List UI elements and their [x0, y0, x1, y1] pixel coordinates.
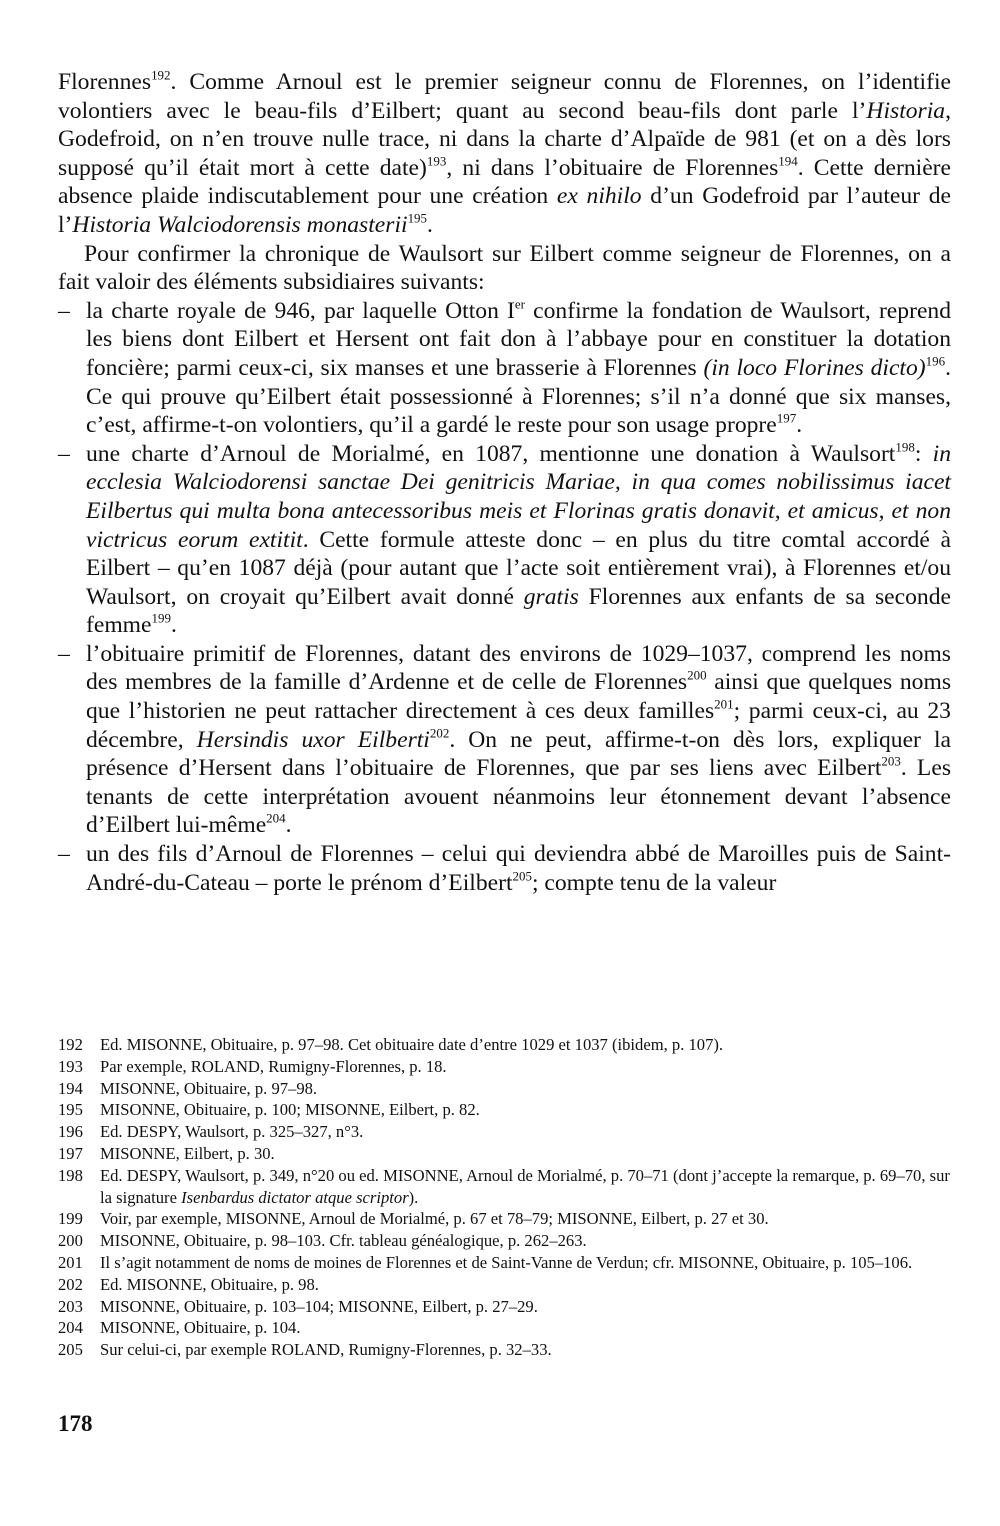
footnote-text: MISONNE, Obituaire, p. 98–103. Cfr. tableau généalogique, p. 262–263.	[100, 1231, 587, 1251]
page-number: 178	[58, 1411, 93, 1436]
footnote-ref: 196	[925, 353, 946, 369]
dash-bullet: –	[58, 440, 70, 467]
footnotes	[58, 1034, 951, 1361]
text-run: ainsi que quelques noms que l’historien ne peut rattacher directement à ces deux familles	[86, 669, 951, 725]
text-run: , ni dans l’obituaire de Florennes	[446, 154, 779, 181]
text-run: . Ce qui prouve qu’Eilbert était possessionné à Florennes; s’il n’a donné que six manses, c’est, affirme-t-on volontiers, qu’il a gardé le reste pour son usage propre	[86, 354, 951, 439]
footnote-ref: 193	[426, 153, 447, 169]
italic-run: Hersindis uxor Eilberti	[196, 726, 430, 753]
footnote-number: 205	[58, 1340, 83, 1360]
text-run: .	[427, 211, 433, 238]
footnote	[58, 1274, 951, 1296]
italic-run: Historia	[866, 97, 946, 124]
footnote	[58, 1165, 951, 1209]
italic-run: Historia Walciodorensis monasterii	[72, 211, 408, 238]
list-item	[58, 640, 951, 840]
main-text	[58, 68, 951, 897]
footnote-number: 194	[58, 1078, 83, 1098]
footnote	[58, 1339, 951, 1361]
footnote-text: Ed. MISONNE, Obituaire, p. 97–98. Cet obituaire date d’entre 1029 et 1037 (ibidem, p. 107).	[100, 1035, 724, 1054]
footnote-text: MISONNE, Obituaire, p. 104.	[100, 1318, 301, 1338]
footnote-number: 203	[58, 1296, 83, 1316]
footnote	[58, 1252, 951, 1274]
footnote-text: Sur celui-ci, par exemple ROLAND, Rumigny-Florennes, p. 32–33.	[100, 1340, 552, 1360]
text-run: un des fils d’Arnoul de Florennes – celui qui deviendra abbé de Maroilles puis de Saint-André-du-Cateau – porte le prénom d’Eilbert	[86, 841, 951, 896]
text-run: l’obituaire primitif de Florennes, datant des environs de 1029–1037, comprend les noms des membres de la famille d’Ardenne et de celle de Florennes	[86, 640, 951, 696]
footnote-ref: 194	[778, 153, 798, 169]
footnote-number: 197	[58, 1143, 83, 1163]
footnote-number: 195	[58, 1100, 83, 1120]
text-run: la charte royale de 946, par laquelle Otton I	[86, 297, 515, 324]
footnote-ref: 200	[687, 667, 707, 683]
italic-run: ex nihilo	[556, 183, 642, 210]
footnote	[58, 1034, 951, 1056]
footnote-number: 202	[58, 1274, 83, 1294]
footnote-text: ).	[408, 1187, 419, 1207]
superscript: er	[514, 296, 525, 312]
footnote-ref: 199	[151, 610, 171, 626]
footnote-text: Voir, par exemple, MISONNE, Arnoul de Morialmé, p. 67 et 78–79; MISONNE, Eilbert, p. 27 et 30.	[100, 1209, 769, 1229]
footnote-number: 204	[58, 1318, 83, 1338]
text-run: . On ne peut, affirme-t-on dès lors, expliquer la présence d’Hersent dans l’obituaire de Florennes, que par ses liens avec Eilbert	[86, 726, 951, 782]
footnote-text: Ed. DESPY, Waulsort, p. 349, n°20 ou ed. MISONNE, Arnoul de Morialmé, p. 70–71 (dont j’accepte la remarque, p. 69–70, sur la signature	[100, 1165, 950, 1207]
text-run: ; compte tenu de la valeur	[531, 869, 777, 896]
footnote	[58, 1317, 951, 1339]
text-run: .	[170, 612, 177, 639]
text-run: , Godefroid, on n’en trouve nulle trace, ni dans la charte d’Alpaïde de 981 (et on a dès lors supposé qu’il était mort à cette date)	[58, 97, 951, 181]
footnote-number: 199	[58, 1209, 83, 1229]
text-run: d’un Godefroid par l’auteur de l’	[58, 183, 951, 238]
footnote-number: 201	[58, 1252, 83, 1272]
text-run: confirme la fondation de Waulsort, reprend les biens dont Eilbert et Hersent ont fait don à l’abbaye pour en constituer la dotation foncière; parmi ceux-ci, six manses et une brasserie à Florennes	[86, 297, 952, 381]
italic-run: (in loco Florines dicto)	[703, 354, 926, 381]
text-run: .	[285, 812, 292, 839]
text-run: une charte d’Arnoul de Morialmé, en 1087, mentionne une donation à Waulsort	[86, 440, 896, 467]
footnote-ref: 195	[407, 210, 428, 226]
footnote-ref: 205	[512, 867, 532, 883]
footnote	[58, 1099, 951, 1121]
text-run: ; parmi ceux-ci, au 23 décembre,	[86, 698, 951, 753]
text-run: :	[914, 440, 933, 467]
footnote	[58, 1208, 951, 1230]
footnote-ref: 204	[266, 810, 286, 826]
paragraph-2: Pour confirmer la chronique de Waulsort sur Eilbert comme seigneur de Florennes, on a fait valoir des éléments subsidiaires suivants:	[58, 240, 951, 296]
footnote-number: 198	[58, 1165, 83, 1185]
text-run: . Cette dernière absence plaide indiscutablement pour une création	[58, 154, 951, 210]
paragraph-1	[58, 68, 951, 240]
list-item	[58, 840, 951, 897]
footnote-text: MISONNE, Obituaire, p. 103–104; MISONNE, Eilbert, p. 27–29.	[100, 1296, 538, 1316]
footnote	[58, 1143, 951, 1165]
footnote-ref: 202	[429, 724, 450, 740]
footnote-ref: 197	[776, 410, 797, 426]
footnote	[58, 1121, 951, 1143]
footnote-text: Ed. DESPY, Waulsort, p. 325–327, n°3.	[100, 1122, 364, 1142]
text-run: . Cette formule atteste donc – en plus du titre comtal accordé à Eilbert – qu’en 1087 déjà (pour autant que l’acte soit entièrement vrai), à Florennes et/ou Waulsort, on croyait qu’Eilbert avait donné	[86, 526, 951, 610]
footnote-ref: 198	[895, 438, 915, 454]
footnote	[58, 1230, 951, 1252]
dash-bullet: –	[58, 841, 70, 868]
footnote-ref: 201	[714, 696, 734, 712]
footnote-text: Ed. MISONNE, Obituaire, p. 98.	[100, 1274, 319, 1294]
footnote-number: 196	[58, 1122, 83, 1142]
footnote-number: 192	[58, 1035, 83, 1054]
footnote-number: 200	[58, 1231, 83, 1251]
text-run: Florennes	[58, 69, 152, 95]
latin-quotation: in ecclesia Walciodorensi sanctae Dei genitricis Mariae, in qua comes nobilissimus iacet Eilbertus qui multa bona antecessoribus meis et Florinas gratis donavit, et amicus, et non victricus eorum extitit	[86, 440, 951, 553]
footnote-text: Il s’agit notamment de noms de moines de Florennes et de Saint-Vanne de Verdun; cfr. MISONNE, Obituaire, p. 105–106.	[100, 1252, 913, 1272]
footnote	[58, 1056, 951, 1078]
footnote	[58, 1078, 951, 1100]
footnote-ref: 203	[881, 753, 901, 769]
footnote-ref: 192	[151, 67, 171, 83]
footnote-text: Par exemple, ROLAND, Rumigny-Florennes, p. 18.	[100, 1056, 447, 1076]
list-item	[58, 440, 951, 640]
list-item	[58, 297, 951, 440]
text-run: .	[796, 412, 803, 439]
text-run: . Comme Arnoul est le premier seigneur connu de Florennes, on l’identifie volontiers avec le beau-fils d’Eilbert; quant au second beau-fils dont parle l’	[58, 69, 951, 124]
footnote-italic: Isenbardus dictator atque scriptor	[181, 1187, 409, 1207]
text-run: . Les tenants de cette interprétation avouent néanmoins leur étonnement devant l’absence d’Eilbert lui-même	[86, 755, 951, 839]
italic-run: gratis	[523, 583, 579, 610]
footnote-text: MISONNE, Obituaire, p. 100; MISONNE, Eilbert, p. 82.	[100, 1100, 480, 1120]
dash-bullet: –	[58, 297, 70, 324]
footnote	[58, 1296, 951, 1318]
footnote-text: MISONNE, Obituaire, p. 97–98.	[100, 1078, 318, 1098]
footnote-text: MISONNE, Eilbert, p. 30.	[100, 1143, 275, 1163]
dash-bullet: –	[58, 640, 70, 667]
footnote-number: 193	[58, 1056, 83, 1076]
text-run: Florennes aux enfants de sa seconde femme	[86, 583, 951, 639]
